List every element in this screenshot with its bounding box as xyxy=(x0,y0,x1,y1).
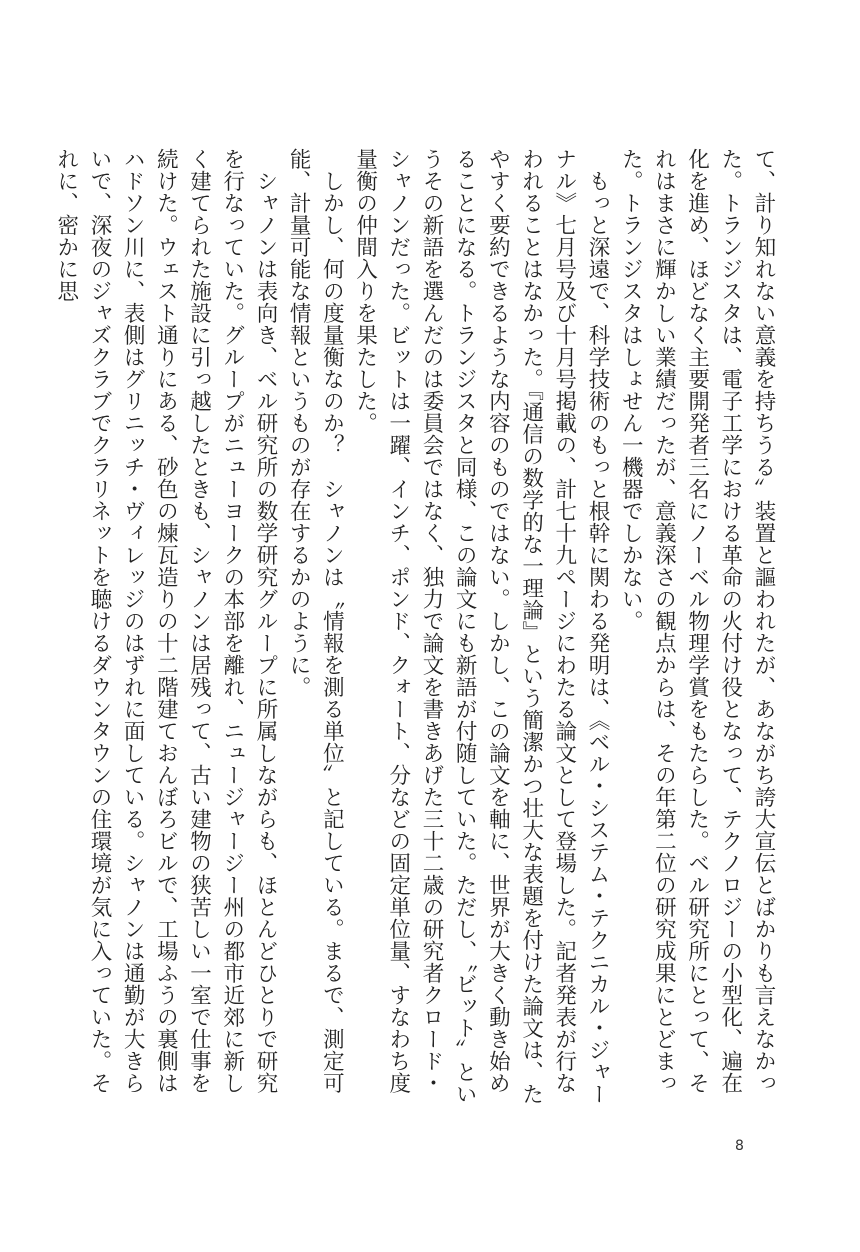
paragraph: もっと深遠で、科学技術のもっと根幹に関わる発明は、《ベル・システム・テクニカル・ジャーナル》七月号及び十月号掲載の、計七十九ページにわたる論文として登場した。記者発表が行なわれることはなかった。『通信の数学的な一理論』という簡潔かつ壮大な表題を付けた論文は、たやすく要約できるような内容のものではない。しかし、この論文を軸に、世界が大きく動き始めることになる。トランジスタと同様、この論文にも新語が付随していた。ただし、〝ビット〟というその新語を選んだのは委員会ではなく、独力で論文を書きあげた三十二歳の研究者クロード・シャノンだった。ビットは一躍、インチ、ポンド、クォート、分などの固定単位量、すなわち度量衡の仲間入りを果たした。 xyxy=(352,148,610,1106)
paragraph: シャノンは表向き、ベル研究所の数学研究グループに所属しながらも、ほとんどひとりで研究を行なっていた。グループがニューヨークの本部を離れ、ニュージャージー州の都市近郊に新しく建てられた施設に引っ越したときも、シャノンは居残って、古い建物の狭苦しい一室で仕事を続けた。ウェスト通りにある、砂色の煉瓦造りの十二階建ておんぼろビルで、工場ふうの裏側はハドソン川に、表側はグリニッチ・ヴィレッジのはずれに面している。シャノンは通勤が大きらいで、深夜のジャズクラブでクラリネットを聴けるダウンタウンの住環境が気に入っていた。それに、密かに思 xyxy=(53,148,278,1094)
paragraph: しかし、何の度量衡なのか？ シャノンは〝情報を測る単位〟と記している。まるで、測定可能、計量可能な情報というものが存在するかのように。 xyxy=(286,148,345,1094)
paragraph: て、計り知れない意義を持ちうる〟装置と謳われたが、あながち誇大宣伝とばかりも言えなかった。トランジスタは、電子工学における革命の火付け役となって、テクノロジーの小型化、遍在化を進め、ほどなく主要開発者三名にノーベル物理学賞をもたらした。ベル研究所にとって、それはまさに輝かしい業績だったが、意義深さの観点からは、その年第二位の研究成果にとどまった。トランジスタはしょせん一機器でしかない。 xyxy=(618,148,776,1094)
page-number: 8 xyxy=(735,1138,744,1154)
body-text xyxy=(53,148,780,1108)
